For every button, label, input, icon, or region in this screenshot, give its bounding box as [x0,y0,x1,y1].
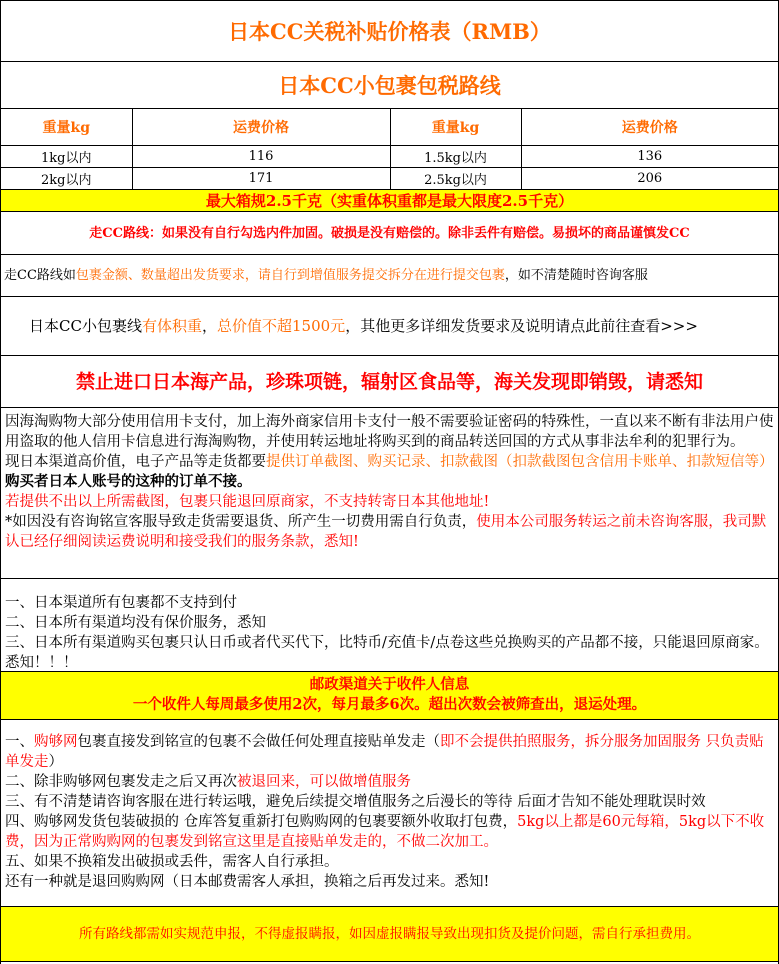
weight-cell: 1kg以内 [1,146,132,168]
fraud-highlight: 提供订单截图、购买记录、扣款截图（扣款截图包含信用卡账单、扣款短信等） [266,454,774,470]
header-weight: 重量kg [1,109,132,146]
weight-cell: 2kg以内 [1,168,132,190]
cc-warning: 走CC路线：如果没有自行勾选内件加固。破损是没有赔偿的。除非丢件有赔偿。易损坏的商品谨慎发CC [1,212,778,255]
shop-text: 一、 [5,734,34,750]
shop-text: 四、购够网发货包装破损的 仓库答复重新打包购购网的包裹要额外收取打包费， [5,814,518,830]
fraud-paragraph [5,452,774,492]
fraud-text: 现日本渠道高价值，电子产品等走货都要 [5,454,266,470]
cc-split-note [1,255,778,297]
shop-highlight: 购够网 [34,734,78,750]
shop-item [5,732,774,772]
shop-item: 五、如果不换箱发出破损或丢件，需客人自行承担。 [5,854,339,870]
shop-notice [1,720,778,907]
footer-notice: 所有路线都需如实规范申报，不得虚报瞒报，如因虚报瞒报导致出现扣货及提价问题，需自行承担费用。 [1,907,778,962]
fraud-highlight: 使用本公司服务转运之前未咨询客服，我司默认已经仔细阅读运费说明和接受我们的服务条款，悉知! [5,514,767,550]
route-subtitle: 日本CC小包裹包税路线 [1,62,778,109]
table-row [1,168,778,190]
cc-note-text: ，如不清楚随时咨询客服 [504,268,648,283]
fraud-warning: 若提供不出以上所需截图，包裹只能退回原商家，不支持转寄日本其他地址! [5,494,490,510]
max-box-notice: 最大箱规2.5千克（实重体积重都是最大限度2.5千克） [1,190,778,212]
shop-highlight: 即不会提供拍照服务，拆分服务加固服务 只负责贴单发走 [5,734,764,770]
page-title: 日本CC关税补贴价格表（RMB） [1,0,778,62]
price-cell: 171 [132,168,390,190]
postal-title: 邮政渠道关于收件人信息 [309,676,470,693]
shop-text: ） [48,754,63,770]
price-cell: 206 [521,168,778,190]
cc-details-link[interactable] [1,297,778,356]
shop-highlight: 5kg以上都是60元每箱，5kg以下不收费，因为正常购购网的包裹发到铭宣这里是直接贴单发走的，不做二次加工。 [5,814,765,850]
price-cell: 116 [132,146,390,168]
postal-limit: 一个收件人每周最多使用2次，每月最多6次。超出次数会被筛查出，退运处理。 [132,696,647,713]
rule-item: 二、日本所有渠道均没有保价服务，悉知 [5,615,266,631]
cc-line-highlight: 总价值不超1500元 [217,317,346,335]
cc-line-link-text[interactable]: ，其他更多详细发货要求及说明请点此前往查看>>> [345,317,698,335]
header-price: 运费价格 [521,109,778,146]
shop-item [5,812,774,852]
shop-highlight: 被退回来，可以做增值服务 [237,774,411,790]
cc-note-highlight: 包裹金额、数量超出发货要求，请自行到增值服务提交拆分在进行提交包裹 [75,268,505,283]
price-cell: 136 [521,146,778,168]
shop-text: 二、除非购够网包裹发走之后又再次 [5,774,237,790]
shop-item: 还有一种就是退回购购网（日本邮费需客人承担，换箱之后再发过来。悉知! [5,874,490,890]
ban-notice: 禁止进口日本海产品，珍珠项链，辐射区食品等，海关发现即销毁，请悉知 [1,356,778,408]
header-price: 运费价格 [132,109,390,146]
rule-item: 一、日本渠道所有包裹都不支持到付 [5,595,237,611]
postal-notice [1,672,778,720]
table-row [1,146,778,168]
weight-cell: 2.5kg以内 [390,168,521,190]
rule-item: 三、日本所有渠道购买包裹只认日币或者代买代下，比特币/充值卡/点卷这些兑换购买的产品都不接，只能退回原商家。悉知！！！ [5,635,769,671]
fraud-paragraph: 因海淘购物大部分使用信用卡支付，加上海外商家信用卡支付一般不需要验证密码的特殊性，一直以来不断有非法用户使用盗取的他人信用卡信息进行海淘购物，并使用转运地址将购买到的商品转送回国的方式从事非法牟利的犯罪行为。 [5,414,774,450]
cc-line-text: ， [201,317,217,335]
shop-item: 三、有不清楚请咨询客服在进行转运哦，避免后续提交增值服务之后漫长的等待 后面才告知不能处理耽误时效 [5,794,706,810]
fraud-text: *如因没有咨询铭宣客服导致走货需要退货、所产生一切费用需自行负责， [5,514,477,530]
header-weight: 重量kg [390,109,521,146]
fraud-paragraph [5,512,774,552]
cc-line-highlight: 有体积重 [141,317,202,335]
rules-block [1,579,778,672]
cc-line-text: 日本CC小包裹线 [29,317,142,335]
rate-table-header [1,109,778,146]
cc-note-text: 走CC路线如 [4,268,76,283]
rate-table [1,109,778,190]
shop-item [5,772,774,792]
fraud-text: 购买者日本人账号的这种的订单不接。 [5,473,252,490]
fraud-notice [1,408,778,579]
shop-text: 包裹直接发到铭宣的包裹不会做任何处理直接贴单发走（ [77,734,440,750]
weight-cell: 1.5kg以内 [390,146,521,168]
